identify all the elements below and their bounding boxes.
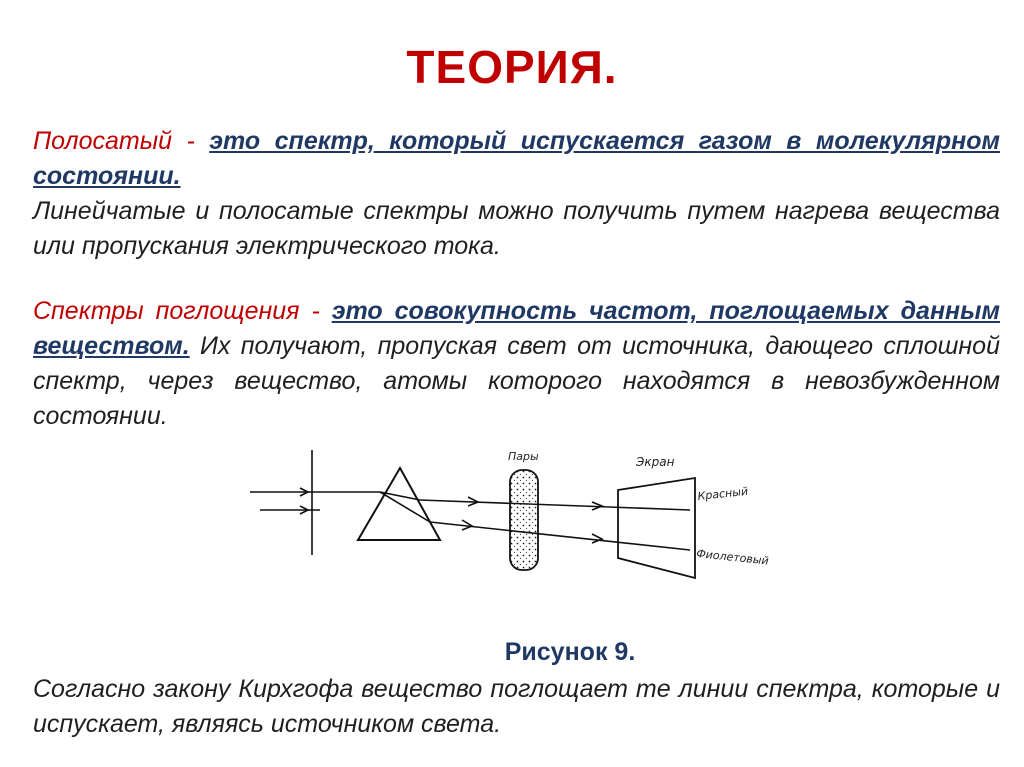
ray-violet-path [430,522,690,550]
banded-spectrum-paragraph [33,124,1000,264]
dash: - [299,297,332,325]
screen [618,478,695,578]
kirchhoff-paragraph: Согласно закону Кирхгофа вещество поглощает те линии спектра, которые и испускает, являясь источником света. [33,675,1000,738]
definition-absorption: это совокупность частот, поглощаемых данным веществом. [33,297,1000,360]
absorption-spectrum-paragraph [33,294,1000,434]
label-violet: Фиолетовый [695,547,770,568]
absorption-extra-text: Их получают, пропуская свет от источника, дающего сплошной спектр, через вещество, атомы которого находятся в невозбужденном состоянии. [33,332,1000,430]
term-banded: Полосатый [33,127,173,155]
label-red: Красный [696,484,749,503]
absorption-diagram [240,440,800,580]
page-title: ТЕОРИЯ. [406,41,618,93]
definition-banded: это спектр, который испускается газом в молекулярном состоянии. [33,127,1000,190]
vapor-cell [510,470,538,570]
banded-extra-text: Линейчатые и полосатые спектры можно получить путем нагрева вещества или пропускания электрического тока. [33,197,1000,260]
ray-red-path [420,500,690,510]
label-screen: Экран [636,455,675,469]
term-absorption: Спектры поглощения [33,297,300,325]
dash: - [172,127,210,155]
label-vapor: Пары [508,450,539,463]
figure-caption: Рисунок 9. [504,638,636,666]
